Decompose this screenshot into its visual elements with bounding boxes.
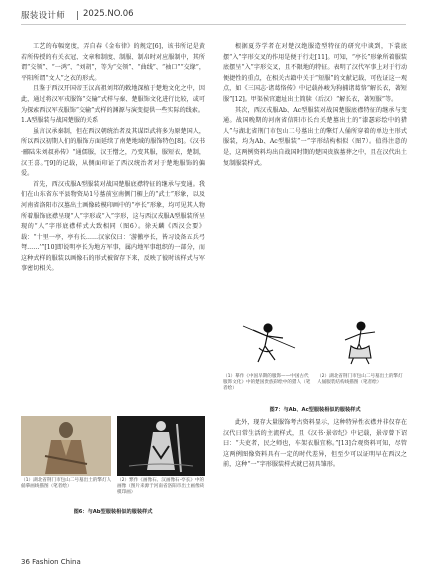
paragraph: 虽言汉承秦制，但在西汉朝统治者及其谋臣武将多为原楚国人，所以西汉初期人们的服饰方面延续了南楚地域的服饰特色[8]。《汉书·郦陆朱刘叔孙传》“通儒服，汉王憎之，乃变其服，服短衣，楚制，汉王喜。”[9]的记载，从侧面印证了西汉统治者对于楚地服饰的偏爱。 [21, 127, 205, 178]
issue-number: 2025.NO.06 [83, 9, 134, 19]
ancient-painting-image [21, 416, 111, 476]
paragraph: 根据夏芬学者在对楚汉绝服造型特征的研究中谈到，下裳底摆“入”字形交叉的作用是便于行走[11]。可知，“亭长”形象所着服装底摆呈“入”字形交叉，且不限地的特征。表明了汉代军事上对于行动便捷性的重点，在相关古籍中关于“短服”的文献记载，可佐证这一观点，如《三国志·诸葛恪传》中记载孙峻为狗捕诸葛恪“解长衣，著短服”[12]。甲渠侯官遗址出土简牍（后汉）“解长衣，著短服”等。 [223, 43, 407, 103]
paragraph: 此外，现存大量服饰考古资料显示，这种特异性衣襟并非仅存在汉代日常生活的主流样式，且《汉书·景帝纪》中记载，景帝曾下诏曰：“夫吏者，民之师也，车架衣服宜称。”[13]合观资料可知，尽管这两例图像资料具有一定的时代差异，但至少可以证明早在西汉之前，这种“一”字形服装样式就已初具雏形。 [223, 419, 407, 469]
right-column-lower [223, 418, 407, 536]
section-heading: 1.A型服装与战国楚服的关系 [21, 117, 99, 125]
figure-7-caption-left: （1）摹作《中国早期的服饰——中国古代服饰文化》中的楚国贵族彩绘中的猎人（笔者绘） [223, 374, 311, 391]
figure-7-title: 图7：与Ab、Ac型服装相似的服装样式 [269, 407, 361, 413]
figure-6-caption-left: （1）湖北省荆门市包山二号墓出土的擎灯人俑摹画线描图（笔者绘） [21, 478, 112, 489]
figure-6-title: 图6：与Ab型服装相似的服装样式 [73, 509, 153, 515]
header-rule [21, 24, 406, 25]
warrior-line-drawing [243, 324, 295, 362]
paragraph: 首先，西汉戎服A型服装对战国楚服底襟特征的继承与变通。我们在山东省东平县物资局1号墓前室南侧门楣上的“武士”形象，以及河南省洛阳市汉墓出土画像砖模印画中的“亭长”形象，均可见其人物所着服饰底襟呈现“人”字形或“入”字形，这与西汉戎服A型服装所呈现的“人”字形底襟样式大致相同（图6）。徐天麟《西汉会要》载：“十里一亭，亭有长……汉家仪曰：‘游徼亭长，皆习设备五兵弓弩……’”[10]即说明亭长为地方军事，属内地军事组织的一部分，而这种式样的服装以画像石的形式被留存下来，反映了彼时该样式与军事密切相关。 [21, 180, 205, 273]
paragraph: 其次，西汉戎服Ab、Ac型服装对战国楚服底襟特征的继承与变通。战国晚期的河南省信阳市长台关楚墓出土的“漆瑟彩绘中的猎人”与湖北省荆门市包山二号墓出土的擎灯人俑所穿着的单边主形式服装，均为Ab、Ac型服装“一”字形结构相似（图7）。值得注意的是，这两例资料均出自战国时期的楚国贵族墓葬之中，且在汉代出土复制服装样式。 [223, 106, 407, 167]
left-column [21, 42, 205, 412]
right-column [223, 42, 407, 312]
figure-6 [21, 416, 205, 522]
figure-7-caption-right: （2）湖北省荆门市包山二号墓出土的擎灯人俑服装结构线描图（笔者绘） [317, 374, 403, 385]
paragraph: 且鉴于西汉开国帝王汉高祖刘邦的敕地深植于楚地文化之中，因此，通过将汉军戎服饰“交输”式样与秦、楚服饰文化进行比较，或可为探索西汉军戎服饰“交输”式样的渊源与演变提供一些实际的线索。 [21, 85, 205, 114]
magazine-title: 服装设计师 [21, 11, 66, 21]
page-header [21, 9, 406, 23]
page-footer: 36 Fashion China [21, 558, 81, 566]
figure-7-drawings [223, 318, 407, 372]
paragraph: 工艺的布幅宽度，弄自春《金布律》的规定[6]，该书所记是黄若所传授的有关衣冠、文章和制度、制服、制帛时对应服制中，其所谓“交领”、“一鸿”、“刘胡”，等为“交领”、“曲线”、“袖口”“交缘”，平阳所谓“文人”之衣的形式。 [21, 43, 205, 82]
figure-7 [223, 318, 407, 416]
figure-6-caption-right: （2）繁作《画像石、汉画像石·亭长》中的画像（图片来源于河南省洛阳市出土画像砖模印画） [117, 478, 205, 495]
header-divider [77, 11, 78, 20]
figure-line-drawing [345, 322, 375, 364]
stone-rubbing-image [117, 416, 205, 476]
